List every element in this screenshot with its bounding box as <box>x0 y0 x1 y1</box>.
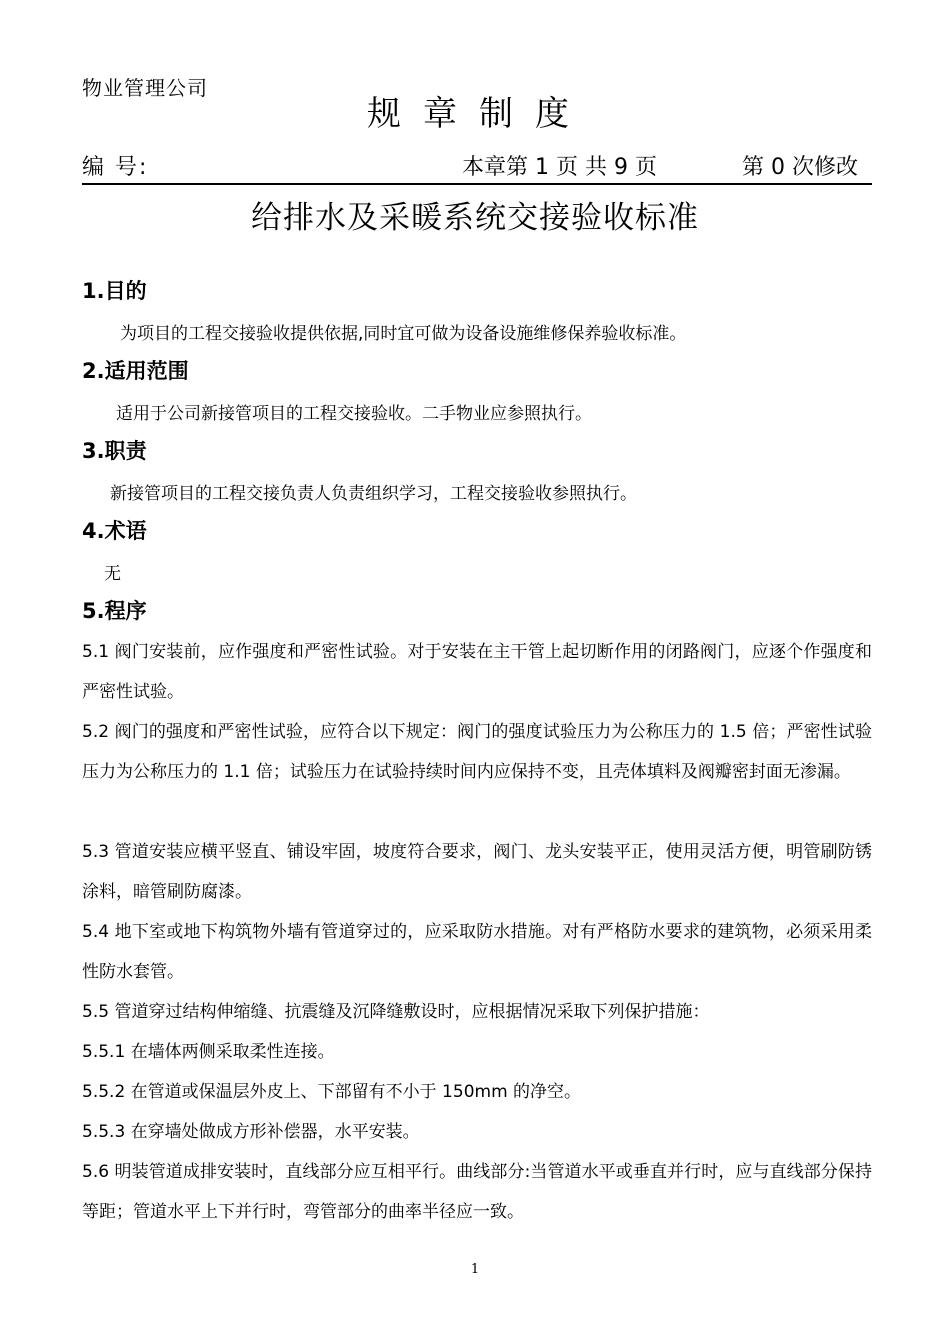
procedure-item-5-2: 5.2 阀门的强度和严密性试验，应符合以下规定：阀门的强度试验压力为公称压力的 1.5 倍；严密性试验压力为公称压力的 1.1 倍；试验压力在试验持续时间内应保持不变，且壳体填料及阀瓣密封面无渗漏。 <box>82 722 872 782</box>
procedure-item-5-5: 5.5 管道穿过结构伸缩缝、抗震缝及沉降缝敷设时，应根据情况采取下列保护措施： <box>82 1002 710 1022</box>
procedure-item-5-5-3: 5.5.3 在穿墙处做成方形补偿器，水平安装。 <box>82 1122 420 1142</box>
document-code-label: 编 号: <box>82 155 149 180</box>
document-type: 规章制度 <box>367 94 591 134</box>
section-heading-purpose: 1.目的 <box>82 279 147 303</box>
section-heading-terms: 4.术语 <box>82 519 147 543</box>
procedure-item-5-1: 5.1 阀门安装前，应作强度和严密性试验。对于安装在主干管上起切断作用的闭路阀门，应逐个作强度和严密性试验。 <box>82 642 872 702</box>
procedure-item-5-6: 5.6 明装管道成排安装时，直线部分应互相平行。曲线部分:当管道水平或垂直并行时，应与直线部分保持等距；管道水平上下并行时，弯管部分的曲率半径应一致。 <box>82 1162 872 1222</box>
procedure-item-5-5-1: 5.5.1 在墙体两侧采取柔性连接。 <box>82 1042 335 1062</box>
procedure-item-5-5-2: 5.5.2 在管道或保温层外皮上、下部留有不小于 150mm 的净空。 <box>82 1082 582 1102</box>
page-number: 1 <box>470 1262 480 1277</box>
header-divider <box>82 183 872 185</box>
revision-info: 第 0 次修改 <box>742 155 858 180</box>
section-heading-responsibility: 3.职责 <box>82 439 147 463</box>
section-text-scope: 适用于公司新接管项目的工程交接验收。二手物业应参照执行。 <box>116 404 592 424</box>
section-heading-scope: 2.适用范围 <box>82 359 189 383</box>
section-text-responsibility: 新接管项目的工程交接负责人负责组织学习，工程交接验收参照执行。 <box>110 484 637 504</box>
section-heading-procedure: 5.程序 <box>82 599 147 623</box>
section-text-terms: 无 <box>104 564 121 584</box>
page-info: 本章第 1 页 共 9 页 <box>462 155 657 180</box>
document-title: 给排水及采暖系统交接验收标准 <box>251 200 699 236</box>
company-name: 物业管理公司 <box>82 76 208 100</box>
section-text-purpose: 为项目的工程交接验收提供依据,同时宜可做为设备设施维修保养验收标准。 <box>120 324 687 344</box>
header-info-row <box>82 150 872 182</box>
procedure-item-5-4: 5.4 地下室或地下构筑物外墙有管道穿过的，应采取防水措施。对有严格防水要求的建筑物，必须采用柔性防水套管。 <box>82 922 872 982</box>
procedure-item-5-3: 5.3 管道安装应横平竖直、铺设牢固，坡度符合要求，阀门、龙头安装平正，使用灵活方便，明管刷防锈涂料，暗管刷防腐漆。 <box>82 842 872 902</box>
